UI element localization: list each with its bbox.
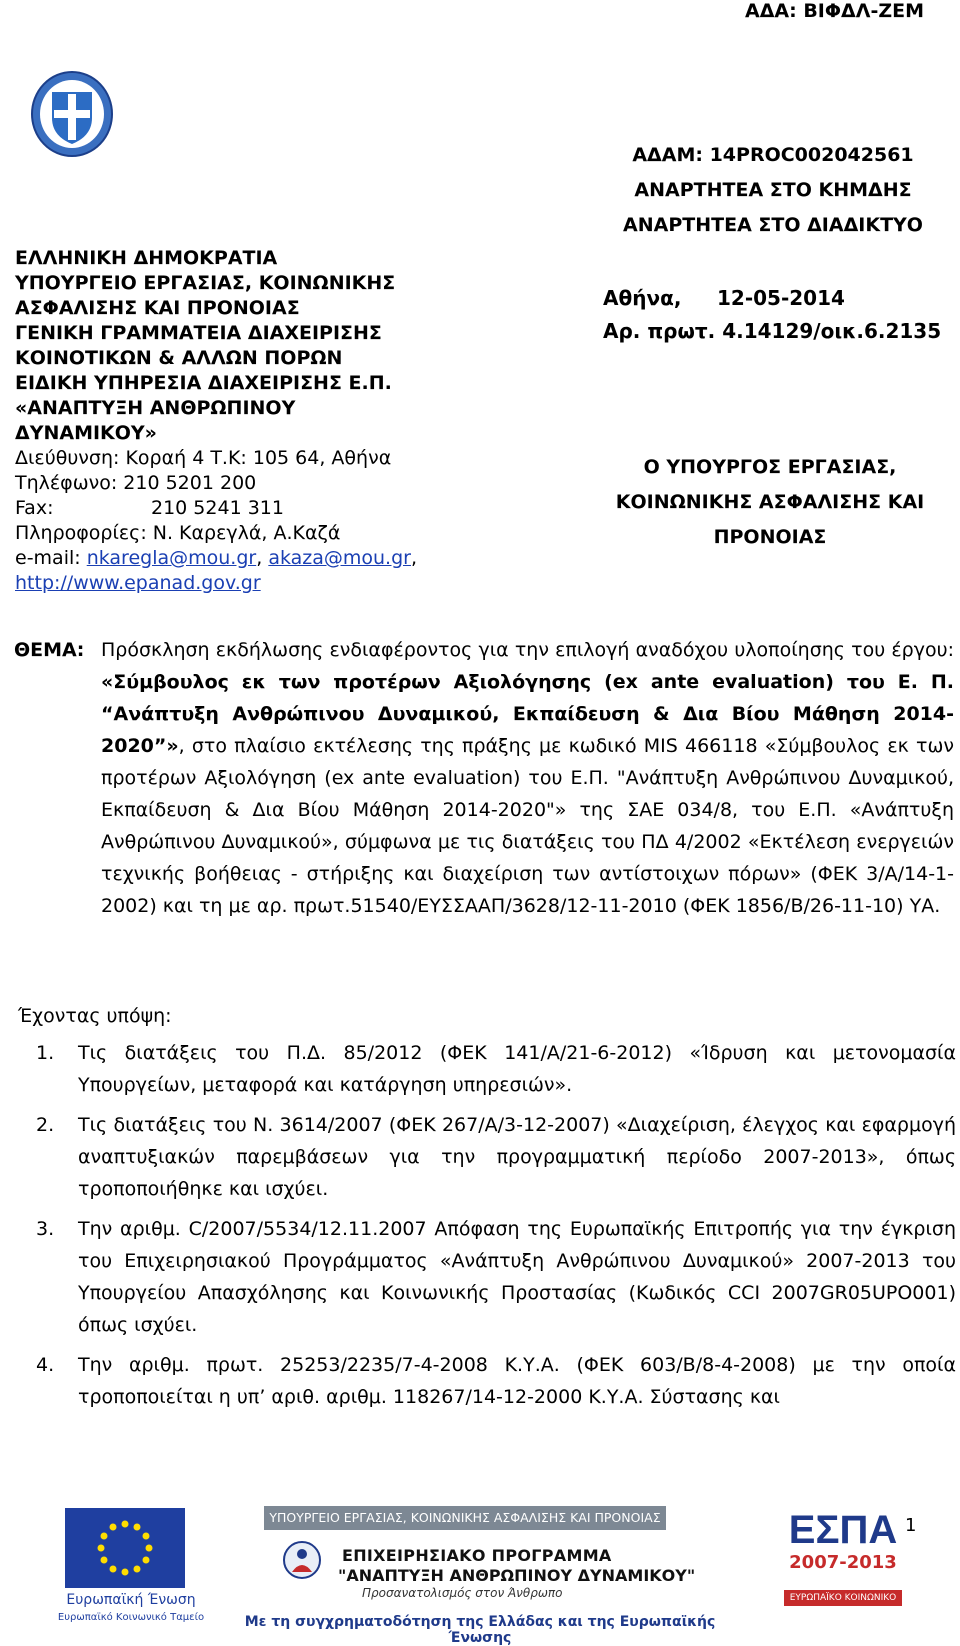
- phone: Τηλέφωνο: 210 5201 200: [15, 472, 257, 494]
- espa-logo: [784, 1508, 902, 1584]
- date-label: Αθήνα,: [603, 286, 682, 310]
- list-number: 3.: [36, 1218, 55, 1240]
- greek-emblem-icon: [28, 66, 116, 158]
- email-label: e-mail:: [15, 547, 87, 569]
- fax: [15, 496, 485, 521]
- email-link-1[interactable]: nkaregla@mou.gr: [86, 547, 257, 569]
- adam-code: ΑΔΑΜ: 14PROC002042561: [632, 144, 914, 166]
- list-number: 2.: [36, 1114, 55, 1136]
- sender-line: ΔΥΝΑΜΙΚΟΥ»: [15, 422, 157, 444]
- page-number: 1: [905, 1515, 917, 1536]
- list-text: Τις διατάξεις του Ν. 3614/2007 (ΦΕΚ 267/Α/3-12-2007) «Διαχείριση, έλεγχος και εφαρμογή αναπτυξιακών παρεμβάσεων για την προγραμματική περίοδο 2007-2013», όπως τροποποιήθηκε και ισχύει.: [78, 1114, 956, 1200]
- eu-sublabel: Ευρωπαϊκό Κοινωνικό Ταμείο: [57, 1612, 205, 1623]
- sender-line: ΕΙΔΙΚΗ ΥΠΗΡΕΣΙΑ ΔΙΑΧΕΙΡΙΣΗΣ Ε.Π.: [15, 372, 392, 394]
- posting-line: ΑΝΑΡΤΗΤΕΑ ΣΤΟ ΚΗΜΔΗΣ: [634, 179, 912, 201]
- sender-line: «ΑΝΑΠΤΥΞΗ ΑΝΘΡΩΠΙΝΟΥ: [15, 397, 296, 419]
- minister-line: ΠΡΟΝΟΙΑΣ: [713, 526, 827, 548]
- subject-label: ΘΕΜΑ:: [14, 639, 85, 661]
- sender-line: ΚΟΙΝΟΤΙΚΩΝ & ΑΛΛΩΝ ΠΟΡΩΝ: [15, 347, 343, 369]
- list-number: 4.: [36, 1354, 55, 1376]
- sender-line: ΓΕΝΙΚΗ ΓΡΑΜΜΑΤΕΙΑ ΔΙΑΧΕΙΡΙΣΗΣ: [15, 322, 382, 344]
- sender-block: [15, 246, 485, 596]
- minister-line: ΚΟΙΝΩΝΙΚΗΣ ΑΣΦΑΛΙΣΗΣ ΚΑΙ: [615, 491, 925, 513]
- subject-title: «Σύμβουλος εκ των προτέρων Αξιολόγησης (ex ante evaluation) του Ε. Π. “Ανάπτυξη Ανθρώπινου Δυναμικού, Εκπαίδευση & Δια Βίου Μάθηση 2014-2020”»: [101, 671, 954, 757]
- minister-line: Ο ΥΠΟΥΡΓΟΣ ΕΡΓΑΣΙΑΣ,: [643, 456, 897, 478]
- subject-text: Πρόσκληση εκδήλωσης ενδιαφέροντος για την επιλογή αναδόχου υλοποίησης του έργου:: [101, 639, 954, 661]
- list-text: Την αριθμ. πρωτ. 25253/2235/7-4-2008 Κ.Υ.Α. (ΦΕΚ 603/Β/8-4-2008) με την οποία τροποποιείται η υπ’ αριθ. αριθμ. 118267/14-12-2000 Κ.Υ.Α. Σύστασης και: [78, 1354, 956, 1408]
- email-link-2[interactable]: akaza@mou.gr: [268, 547, 411, 569]
- subject-body: [101, 634, 954, 922]
- espa-years: 2007-2013: [789, 1552, 897, 1573]
- address: Διεύθυνση: Κοραή 4 Τ.Κ: 105 64, Αθήνα: [15, 447, 392, 469]
- info: Πληροφορίες: Ν. Καρεγλά, Α.Καζά: [15, 522, 341, 544]
- date-block: [603, 282, 941, 348]
- subject-text-rest: , στο πλαίσιο εκτέλεσης της πράξης με κωδικό MIS 466118 «Σύμβουλος εκ των προτέρων Αξιολόγηση (ex ante evaluation) του Ε.Π. "Ανάπτυξη Ανθρώπινου Δυναμικού, Εκπαίδευση & Δια Βίου Μάθηση 2014-2020"» της ΣΑΕ 034/8, του Ε.Π. «Ανάπτυξη Ανθρώπινου Δυναμικού», σύμφωνα με τις διατάξεις του ΠΔ 4/2002 «Εκτέλεση ενεργειών τεχνικής βοήθειας - στήριξης και διαχείριση των αντίστοιχων πόρων» (ΦΕΚ 3/Α/14-1-2002) και τη με αρ. πρωτ.51540/ΕΥΣΣΑΑΠ/3628/12-11-2010 (ΦΕΚ 1856/Β/26-11-10) ΥΑ.: [101, 735, 954, 917]
- posting-line: ΑΝΑΡΤΗΤΕΑ ΣΤΟ ΔΙΑΔΙΚΤΥΟ: [623, 214, 923, 236]
- sender-line: ΑΣΦΑΛΙΣΗΣ ΚΑΙ ΠΡΟΝΟΙΑΣ: [15, 297, 300, 319]
- fax-value: 210 5241 311: [151, 497, 284, 519]
- list-text: Την αριθμ. C/2007/5534/12.11.2007 Απόφαση της Ευρωπαϊκής Επιτροπής για την έγκριση του Επιχειρησιακού Προγράμματος «Ανάπτυξη Ανθρώπινου Δυναμικού» 2007-2013 του Υπουργείου Απασχόλησης και Κοινωνικής Προστασίας (Κωδικός CCI 2007GR05UPO001) όπως ισχύει.: [78, 1218, 956, 1336]
- email-comma: ,: [410, 547, 418, 569]
- email-sep: ,: [256, 547, 269, 569]
- list-item: [36, 1213, 956, 1341]
- protocol-number: Αρ. πρωτ. 4.14129/οικ.6.2135: [603, 319, 942, 343]
- sender-line: ΥΠΟΥΡΓΕΙΟ ΕΡΓΑΣΙΑΣ, ΚΟΙΝΩΝΙΚΗΣ: [15, 272, 396, 294]
- programme-title: ΕΠΙΧΕΙΡΗΣΙΑΚΟ ΠΡΟΓΡΑΜΜΑ: [342, 1546, 612, 1565]
- programme-name: "ΑΝΑΠΤΥΞΗ ΑΝΘΡΩΠΙΝΟΥ ΔΥΝΑΜΙΚΟΥ": [338, 1566, 696, 1585]
- sender-line: ΕΛΛΗΝΙΚΗ ΔΗΜΟΚΡΑΤΙΑ: [15, 247, 278, 269]
- recipient-block: [580, 450, 960, 555]
- date-value: 12-05-2014: [717, 286, 845, 310]
- fax-label: Fax:: [15, 497, 54, 519]
- programme-motto: Προσανατολισμός στον Άνθρωπο: [362, 1586, 563, 1600]
- list-number: 1.: [36, 1042, 55, 1064]
- list-item: [36, 1109, 956, 1205]
- list-item: [36, 1037, 956, 1101]
- ministry-banner: ΥΠΟΥΡΓΕΙΟ ΕΡΓΑΣΙΑΣ, ΚΟΙΝΩΝΙΚΗΣ ΑΣΦΑΛΙΣΗΣ ΚΑΙ ΠΡΟΝΟΙΑΣ: [264, 1506, 666, 1530]
- subject-section: [14, 634, 954, 922]
- eu-label: Ευρωπαϊκή Ένωση: [66, 1592, 196, 1608]
- ada-code: ΑΔΑ: ΒΙΦΔΛ-ΖΕΜ: [745, 0, 924, 22]
- website-link[interactable]: http://www.epanad.gov.gr: [15, 572, 261, 594]
- list-item: [36, 1349, 956, 1413]
- programme-logo-icon: [282, 1540, 322, 1580]
- cofunding-note: Με τη συγχρηματοδότηση της Ελλάδας και της Ευρωπαϊκής Ένωσης: [244, 1614, 716, 1646]
- considerations-list: [36, 1037, 956, 1421]
- email-line: [15, 546, 485, 571]
- espa-sublabel: ΕΥΡΩΠΑΪΚΟ ΚΟΙΝΩΝΙΚΟ ΤΑΜΕΙΟ: [784, 1590, 902, 1606]
- eu-flag-icon: [65, 1508, 185, 1588]
- considering-heading: Έχοντας υπόψη:: [18, 1005, 172, 1027]
- posting-block: [578, 138, 960, 243]
- list-text: Τις διατάξεις του Π.Δ. 85/2012 (ΦΕΚ 141/Α/21-6-2012) «Ίδρυση και μετονομασία Υπουργείων, μεταφορά και κατάργηση υπηρεσιών».: [78, 1042, 956, 1096]
- espa-title: ΕΣΠΑ: [788, 1508, 898, 1552]
